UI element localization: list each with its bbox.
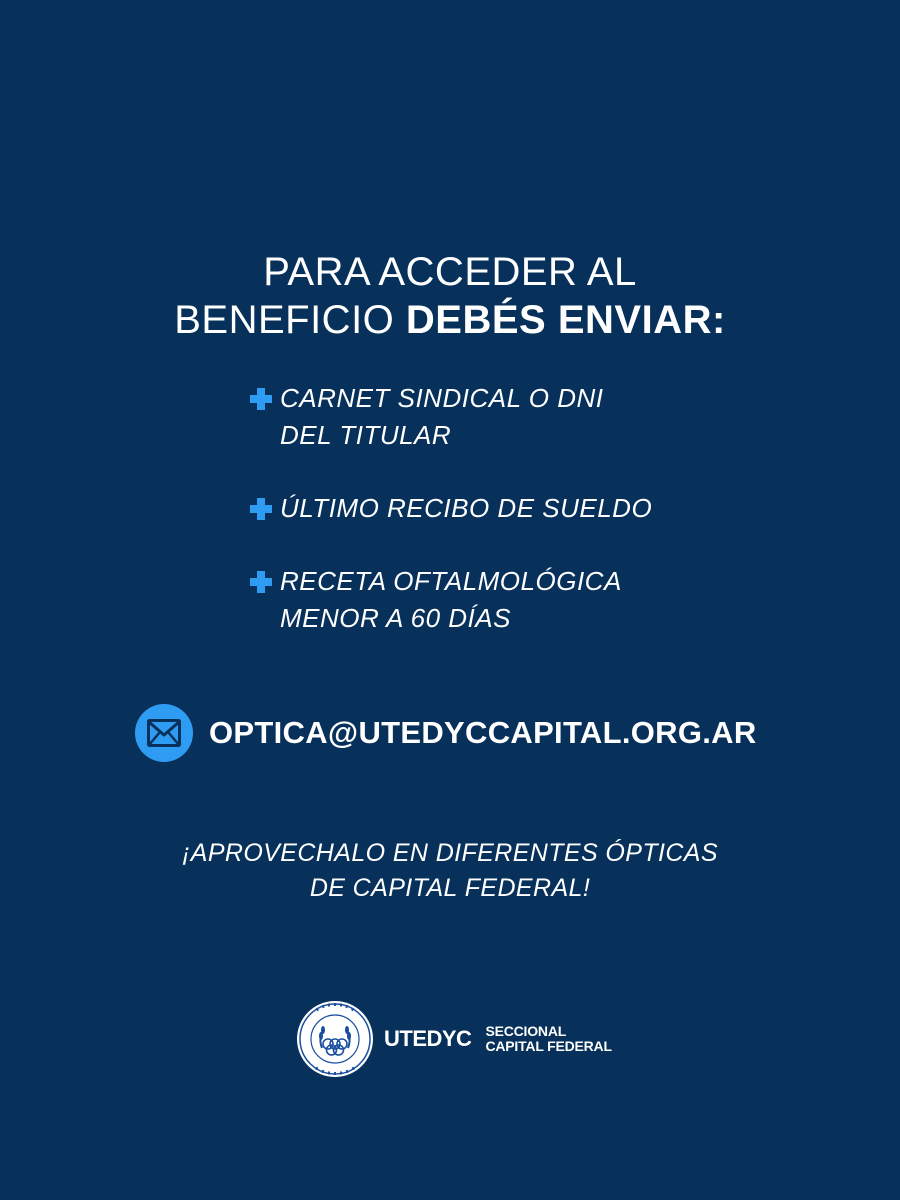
page-title: [0, 248, 900, 344]
footer-line-2: DE CAPITAL FEDERAL!: [309, 874, 591, 902]
requirement-line-2: DEL TITULAR: [280, 420, 452, 450]
utedyc-logo: [296, 1000, 612, 1078]
envelope-icon: [135, 704, 193, 762]
logo-name: UTEDYC: [384, 1026, 472, 1051]
title-line-2: [0, 296, 900, 344]
footer-line-1: ¡APROVECHALO EN DIFERENTES ÓPTICAS: [182, 839, 718, 867]
requirement-item: [250, 490, 652, 527]
title-line-1: PARA ACCEDER AL: [263, 250, 637, 294]
requirement-item: [250, 380, 604, 454]
requirement-line-2: MENOR A 60 DÍAS: [280, 603, 511, 633]
title-line-2-regular: BENEFICIO: [174, 298, 406, 342]
plus-icon: [250, 498, 272, 520]
email-contact[interactable]: [135, 704, 757, 762]
plus-icon: [250, 388, 272, 410]
requirement-item: [250, 563, 622, 637]
requirement-line-1: RECETA OFTALMOLÓGICA: [280, 566, 622, 596]
requirement-line-1: ÚLTIMO RECIBO DE SUELDO: [280, 493, 653, 523]
logo-sub-line-2: CAPITAL FEDERAL: [485, 1038, 612, 1054]
logo-subtitle: [485, 1024, 611, 1054]
logo-sub-line-1: SECCIONAL: [485, 1023, 567, 1039]
utedyc-seal-icon: [296, 1000, 374, 1078]
plus-icon: [250, 571, 272, 593]
footer-message: [0, 836, 900, 906]
title-line-2-bold: DEBÉS ENVIAR:: [405, 298, 726, 342]
email-link[interactable]: OPTICA@UTEDYCCAPITAL.ORG.AR: [209, 715, 757, 750]
requirement-line-1: CARNET SINDICAL O DNI: [280, 383, 604, 413]
